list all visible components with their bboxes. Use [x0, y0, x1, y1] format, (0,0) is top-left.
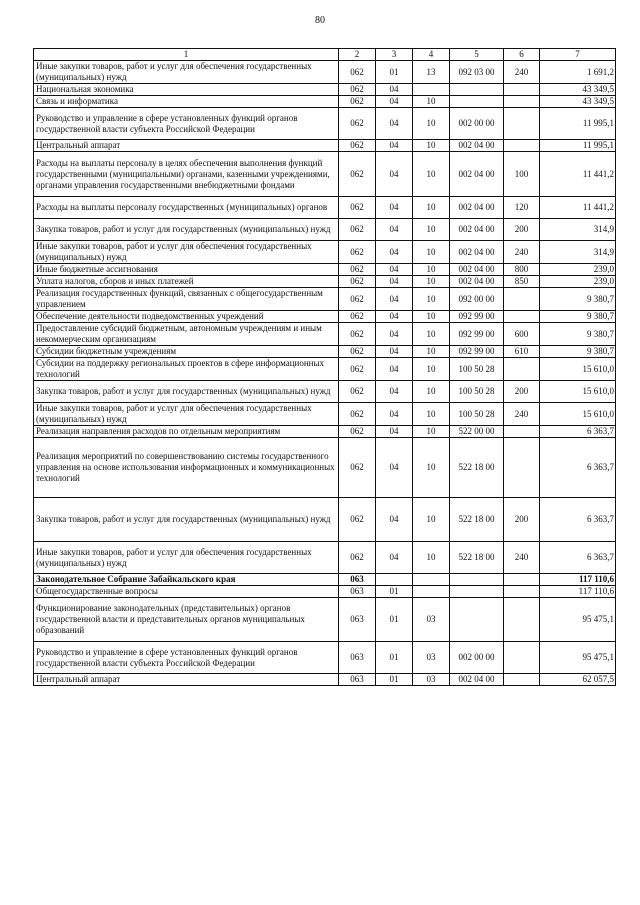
subsection-code: 10 — [413, 358, 450, 381]
expense-name: Иные закупки товаров, работ и услуг для обеспечения государственных (муниципальных) нужд — [34, 403, 339, 426]
expense-type-code — [504, 96, 540, 108]
subsection-code: 10 — [413, 346, 450, 358]
subsection-code: 10 — [413, 152, 450, 197]
grbs-code: 063 — [339, 574, 376, 586]
expense-type-code: 240 — [504, 542, 540, 574]
table-row — [34, 586, 616, 598]
expense-type-code — [504, 642, 540, 674]
section-code: 04 — [376, 542, 413, 574]
section-code: 04 — [376, 241, 413, 264]
table-row — [34, 542, 616, 574]
subsection-code: 10 — [413, 403, 450, 426]
expense-type-code: 120 — [504, 197, 540, 219]
expense-name: Субсидии на поддержку региональных проектов в сфере информационных технологий — [34, 358, 339, 381]
grbs-code: 062 — [339, 140, 376, 152]
amount: 6 363,7 — [540, 498, 616, 542]
expense-type-code — [504, 598, 540, 642]
column-number: 6 — [504, 49, 540, 61]
section-code: 01 — [376, 674, 413, 686]
target-article-code: 002 04 00 — [450, 241, 504, 264]
amount: 15 610,0 — [540, 381, 616, 403]
subsection-code: 10 — [413, 264, 450, 276]
table-row — [34, 598, 616, 642]
target-article-code: 002 04 00 — [450, 276, 504, 288]
expense-type-code — [504, 84, 540, 96]
table-row — [34, 323, 616, 346]
target-article-code: 522 00 00 — [450, 426, 504, 438]
page-number: 80 — [315, 15, 325, 26]
grbs-code: 063 — [339, 586, 376, 598]
subsection-code: 10 — [413, 381, 450, 403]
expense-name: Реализация государственных функций, связанных с общегосударственным управлением — [34, 288, 339, 311]
table-row — [34, 426, 616, 438]
expense-type-code: 600 — [504, 323, 540, 346]
amount: 314,9 — [540, 241, 616, 264]
section-code: 01 — [376, 642, 413, 674]
expense-name: Иные закупки товаров, работ и услуг для обеспечения государственных (муниципальных) нужд — [34, 542, 339, 574]
section-code: 01 — [376, 61, 413, 84]
target-article-code: 092 03 00 — [450, 61, 504, 84]
expense-name: Иные бюджетные ассигнования — [34, 264, 339, 276]
grbs-code: 062 — [339, 197, 376, 219]
amount: 95 475,1 — [540, 642, 616, 674]
section-code: 04 — [376, 140, 413, 152]
grbs-code: 063 — [339, 598, 376, 642]
target-article-code: 002 04 00 — [450, 197, 504, 219]
grbs-code: 062 — [339, 96, 376, 108]
section-code: 04 — [376, 346, 413, 358]
grbs-code: 062 — [339, 498, 376, 542]
target-article-code: 002 04 00 — [450, 140, 504, 152]
grbs-code: 062 — [339, 438, 376, 498]
column-number: 5 — [450, 49, 504, 61]
expense-name: Обеспечение деятельности подведомственных учреждений — [34, 311, 339, 323]
target-article-code: 522 18 00 — [450, 498, 504, 542]
expense-type-code — [504, 674, 540, 686]
table-row — [34, 358, 616, 381]
column-number: 3 — [376, 49, 413, 61]
target-article-code: 100 50 28 — [450, 358, 504, 381]
expense-name: Центральный аппарат — [34, 674, 339, 686]
subsection-code: 10 — [413, 241, 450, 264]
target-article-code — [450, 96, 504, 108]
grbs-code: 062 — [339, 108, 376, 140]
expense-type-code — [504, 426, 540, 438]
expense-type-code — [504, 574, 540, 586]
grbs-code: 062 — [339, 61, 376, 84]
expense-type-code: 850 — [504, 276, 540, 288]
subsection-code: 10 — [413, 323, 450, 346]
amount: 117 110,6 — [540, 574, 616, 586]
table-row — [34, 84, 616, 96]
grbs-code: 062 — [339, 358, 376, 381]
target-article-code: 002 04 00 — [450, 219, 504, 241]
target-article-code: 092 99 00 — [450, 311, 504, 323]
table-row — [34, 574, 616, 586]
column-number-row — [34, 49, 616, 61]
expense-type-code — [504, 108, 540, 140]
grbs-code: 062 — [339, 346, 376, 358]
subsection-code: 10 — [413, 426, 450, 438]
expense-type-code: 610 — [504, 346, 540, 358]
expense-type-code: 200 — [504, 498, 540, 542]
amount: 9 380,7 — [540, 323, 616, 346]
subsection-code: 10 — [413, 311, 450, 323]
target-article-code: 002 04 00 — [450, 674, 504, 686]
section-code: 04 — [376, 358, 413, 381]
subsection-code: 10 — [413, 438, 450, 498]
amount: 15 610,0 — [540, 358, 616, 381]
amount: 62 057,5 — [540, 674, 616, 686]
subsection-code — [413, 574, 450, 586]
grbs-code: 062 — [339, 264, 376, 276]
expense-name: Руководство и управление в сфере установленных функций органов государственной власти субъекта Российской Федерации — [34, 108, 339, 140]
expense-type-code — [504, 311, 540, 323]
target-article-code: 522 18 00 — [450, 542, 504, 574]
grbs-code: 062 — [339, 241, 376, 264]
table-row — [34, 96, 616, 108]
column-number: 1 — [34, 49, 339, 61]
table-row — [34, 219, 616, 241]
target-article-code: 002 00 00 — [450, 108, 504, 140]
section-code: 04 — [376, 426, 413, 438]
table-row — [34, 264, 616, 276]
expense-type-code: 200 — [504, 381, 540, 403]
expense-name: Функционирование законодательных (представительных) органов государственной власти и представительных органов муниципальных образований — [34, 598, 339, 642]
target-article-code: 002 04 00 — [450, 264, 504, 276]
grbs-code: 062 — [339, 542, 376, 574]
expense-name: Национальная экономика — [34, 84, 339, 96]
table-row — [34, 140, 616, 152]
section-code: 04 — [376, 498, 413, 542]
section-code — [376, 574, 413, 586]
grbs-code: 062 — [339, 219, 376, 241]
grbs-code: 062 — [339, 276, 376, 288]
grbs-code: 062 — [339, 403, 376, 426]
target-article-code: 100 50 28 — [450, 403, 504, 426]
table-row — [34, 498, 616, 542]
table-row — [34, 197, 616, 219]
table-row — [34, 642, 616, 674]
table-row — [34, 288, 616, 311]
amount: 9 380,7 — [540, 311, 616, 323]
grbs-code: 062 — [339, 426, 376, 438]
amount: 117 110,6 — [540, 586, 616, 598]
amount: 1 691,2 — [540, 61, 616, 84]
expense-type-code: 240 — [504, 403, 540, 426]
section-code: 04 — [376, 381, 413, 403]
grbs-code: 062 — [339, 311, 376, 323]
subsection-code: 10 — [413, 96, 450, 108]
section-code: 04 — [376, 438, 413, 498]
target-article-code — [450, 574, 504, 586]
grbs-code: 063 — [339, 642, 376, 674]
section-code: 04 — [376, 197, 413, 219]
amount: 239,0 — [540, 276, 616, 288]
column-number: 7 — [540, 49, 616, 61]
expense-name: Иные закупки товаров, работ и услуг для обеспечения государственных (муниципальных) нужд — [34, 241, 339, 264]
expense-name: Иные закупки товаров, работ и услуг для обеспечения государственных (муниципальных) нужд — [34, 61, 339, 84]
subsection-code: 10 — [413, 288, 450, 311]
amount: 239,0 — [540, 264, 616, 276]
budget-table-body — [34, 49, 616, 686]
subsection-code: 13 — [413, 61, 450, 84]
expense-name: Общегосударственные вопросы — [34, 586, 339, 598]
target-article-code: 092 00 00 — [450, 288, 504, 311]
expense-name: Реализация направления расходов по отдельным мероприятиям — [34, 426, 339, 438]
grbs-code: 062 — [339, 323, 376, 346]
grbs-code: 063 — [339, 674, 376, 686]
target-article-code: 092 99 00 — [450, 323, 504, 346]
section-code: 04 — [376, 403, 413, 426]
amount: 6 363,7 — [540, 426, 616, 438]
amount: 11 995,1 — [540, 108, 616, 140]
column-number: 4 — [413, 49, 450, 61]
grbs-code: 062 — [339, 381, 376, 403]
target-article-code — [450, 84, 504, 96]
grbs-code: 062 — [339, 288, 376, 311]
subsection-code: 03 — [413, 674, 450, 686]
expense-type-code — [504, 358, 540, 381]
subsection-code: 10 — [413, 197, 450, 219]
expense-type-code — [504, 438, 540, 498]
expense-name: Центральный аппарат — [34, 140, 339, 152]
amount: 9 380,7 — [540, 346, 616, 358]
section-code: 04 — [376, 311, 413, 323]
section-code: 04 — [376, 264, 413, 276]
section-code: 04 — [376, 288, 413, 311]
target-article-code: 100 50 28 — [450, 381, 504, 403]
expense-type-code — [504, 586, 540, 598]
section-code: 04 — [376, 96, 413, 108]
table-row — [34, 276, 616, 288]
amount: 11 995,1 — [540, 140, 616, 152]
expense-name: Реализация мероприятий по совершенствованию системы государственного управления на основе использования информационных и коммуникационных технологий — [34, 438, 339, 498]
target-article-code — [450, 586, 504, 598]
amount: 11 441,2 — [540, 152, 616, 197]
grbs-code: 062 — [339, 84, 376, 96]
expense-name: Закупка товаров, работ и услуг для государственных (муниципальных) нужд — [34, 381, 339, 403]
amount: 6 363,7 — [540, 542, 616, 574]
table-row — [34, 241, 616, 264]
table-row — [34, 152, 616, 197]
expense-name: Уплата налогов, сборов и иных платежей — [34, 276, 339, 288]
amount: 6 363,7 — [540, 438, 616, 498]
section-code: 04 — [376, 152, 413, 197]
section-code: 01 — [376, 598, 413, 642]
table-row — [34, 403, 616, 426]
table-row — [34, 381, 616, 403]
section-code: 04 — [376, 323, 413, 346]
amount: 95 475,1 — [540, 598, 616, 642]
amount: 43 349,5 — [540, 96, 616, 108]
subsection-code: 10 — [413, 140, 450, 152]
column-number: 2 — [339, 49, 376, 61]
table-row — [34, 108, 616, 140]
expense-type-code: 240 — [504, 241, 540, 264]
subsection-code: 10 — [413, 108, 450, 140]
table-row — [34, 311, 616, 323]
target-article-code: 002 00 00 — [450, 642, 504, 674]
expense-name: Связь и информатика — [34, 96, 339, 108]
grbs-code: 062 — [339, 152, 376, 197]
section-code: 04 — [376, 276, 413, 288]
table-row — [34, 674, 616, 686]
expense-name: Закупка товаров, работ и услуг для государственных (муниципальных) нужд — [34, 219, 339, 241]
table-row — [34, 438, 616, 498]
expense-type-code: 200 — [504, 219, 540, 241]
subsection-code: 10 — [413, 219, 450, 241]
target-article-code: 522 18 00 — [450, 438, 504, 498]
expense-name: Предоставление субсидий бюджетным, автономным учреждениям и иным некоммерческим организациям — [34, 323, 339, 346]
subsection-code: 10 — [413, 542, 450, 574]
target-article-code: 092 99 00 — [450, 346, 504, 358]
section-code: 04 — [376, 84, 413, 96]
amount: 15 610,0 — [540, 403, 616, 426]
expense-name: Расходы на выплаты персоналу государственных (муниципальных) органов — [34, 197, 339, 219]
expense-type-code: 800 — [504, 264, 540, 276]
section-code: 04 — [376, 108, 413, 140]
subsection-code: 10 — [413, 276, 450, 288]
subsection-code: 03 — [413, 598, 450, 642]
table-row — [34, 61, 616, 84]
subsection-code — [413, 84, 450, 96]
expense-name: Субсидии бюджетным учреждениям — [34, 346, 339, 358]
expense-type-code — [504, 140, 540, 152]
expense-name: Законодательное Собрание Забайкальского края — [34, 574, 339, 586]
amount: 11 441,2 — [540, 197, 616, 219]
subsection-code: 10 — [413, 498, 450, 542]
amount: 9 380,7 — [540, 288, 616, 311]
expense-type-code: 100 — [504, 152, 540, 197]
subsection-code — [413, 586, 450, 598]
amount: 43 349,5 — [540, 84, 616, 96]
table-row — [34, 346, 616, 358]
subsection-code: 03 — [413, 642, 450, 674]
expense-name: Закупка товаров, работ и услуг для государственных (муниципальных) нужд — [34, 498, 339, 542]
budget-table — [33, 48, 616, 686]
expense-type-code — [504, 288, 540, 311]
section-code: 04 — [376, 219, 413, 241]
expense-type-code: 240 — [504, 61, 540, 84]
expense-name: Расходы на выплаты персоналу в целях обеспечения выполнения функций государственными (муниципальными) органами, казенными учреждениями, органами управления государственными внебюджетными фондами — [34, 152, 339, 197]
amount: 314,9 — [540, 219, 616, 241]
section-code: 01 — [376, 586, 413, 598]
target-article-code — [450, 598, 504, 642]
target-article-code: 002 04 00 — [450, 152, 504, 197]
expense-name: Руководство и управление в сфере установленных функций органов государственной власти субъекта Российской Федерации — [34, 642, 339, 674]
